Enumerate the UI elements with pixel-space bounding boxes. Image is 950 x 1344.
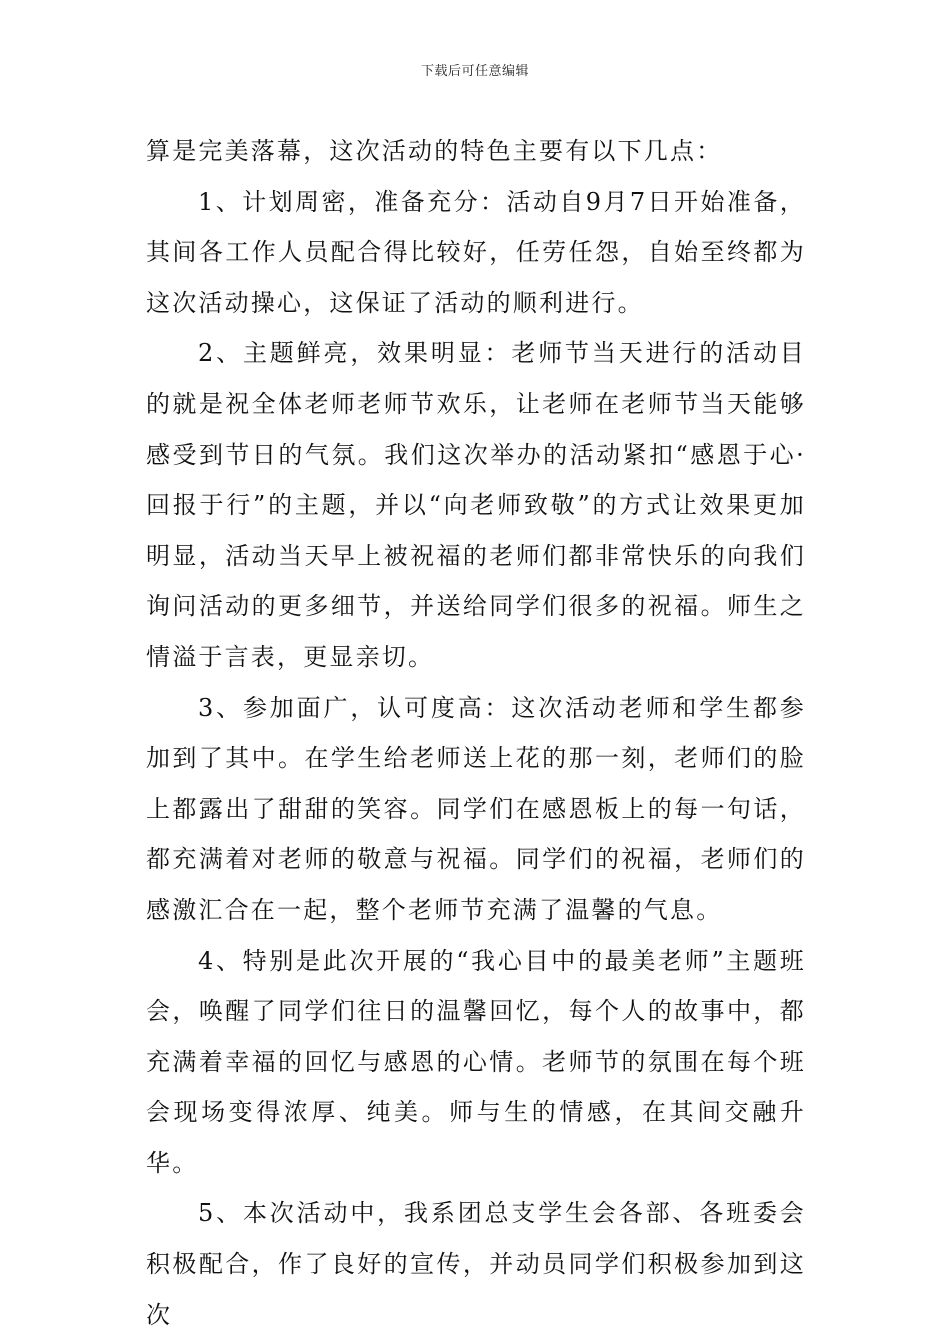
paragraph-continuation: 算是完美落幕，这次活动的特色主要有以下几点：: [146, 137, 723, 165]
paragraph-point-3: 3、参加面广，认可度高：这次活动老师和学生都参加到了其中。在学生给老师送上花的那一刻，老师们的脸上都露出了甜甜的笑容。同学们在感恩板上的每一句话，都充满着对老师的敬意与祝福。同学们的祝福，老师们的感激汇合在一起，整个老师节充满了温馨的气息。: [146, 693, 806, 924]
paragraph-point-1: 1、计划周密，准备充分：活动自9月7日开始准备，其间各工作人员配合得比较好，任劳任怨，自始至终都为这次活动操心，这保证了活动的顺利进行。: [146, 187, 806, 317]
paragraph-point-2: 2、主题鲜亮，效果明显：老师节当天进行的活动目的就是祝全体老师老师节欢乐，让老师在老师节当天能够感受到节日的气氛。我们这次举办的活动紧扣“感恩于心·回报于行”的主题，并以“向老师致敬”的方式让效果更加明显，活动当天早上被祝福的老师们都非常快乐的向我们询问活动的更多细节，并送给同学们很多的祝福。师生之情溢于言表，更显亲切。: [146, 339, 806, 671]
document-body: [146, 126, 806, 1340]
paragraph-point-5: 5、本次活动中，我系团总支学生会各部、各班委会积极配合，作了良好的宣传，并动员同学们积极参加到这次: [146, 1199, 806, 1329]
page-header: 下载后可任意编辑: [420, 64, 529, 79]
paragraph-point-4: 4、特别是此次开展的“我心目中的最美老师”主题班会，唤醒了同学们往日的温馨回忆，每个人的故事中，都充满着幸福的回忆与感恩的心情。老师节的氛围在每个班会现场变得浓厚、纯美。师与生的情感，在其间交融升华。: [146, 946, 806, 1177]
